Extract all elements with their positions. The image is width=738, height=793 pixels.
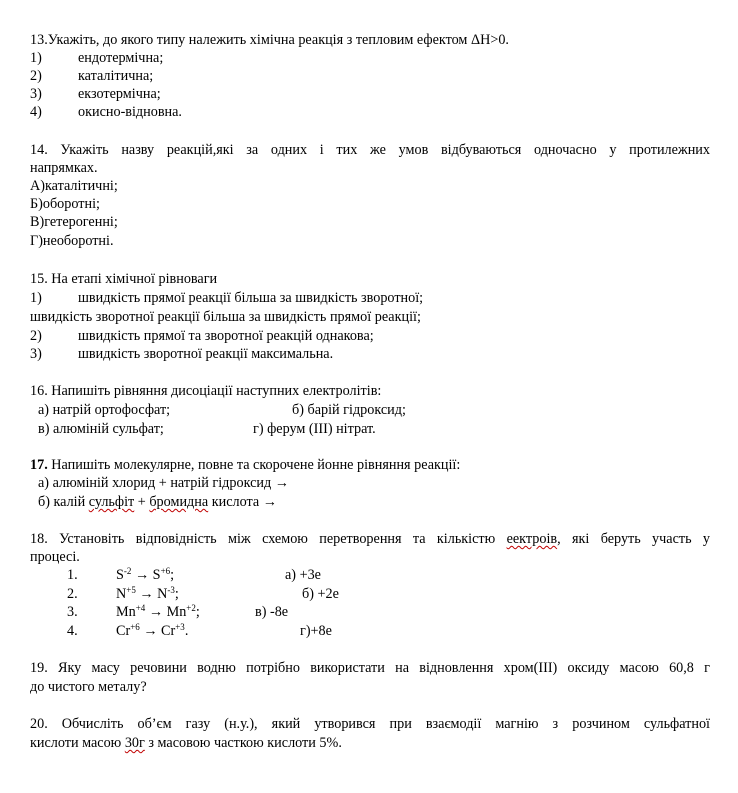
q18-scheme-a-charge: -2 bbox=[123, 566, 132, 576]
q18-scheme-a-charge: +5 bbox=[126, 585, 136, 595]
q17-b-text: + bbox=[134, 494, 150, 510]
q13-option-text: каталітична; bbox=[78, 68, 154, 84]
q18-row-answer: а) +3е bbox=[285, 567, 321, 583]
q18-scheme-b: N bbox=[157, 586, 168, 602]
arrow-icon: → bbox=[145, 604, 167, 620]
q20-line1: 20. Обчисліть об’єм газу (н.у.), який утворився при взаємодії магнію з розчином сульфатної bbox=[30, 716, 710, 732]
q15-title: 15. На етапі хімічної рівноваги bbox=[30, 271, 218, 287]
q13-option-text: окисно-відновна. bbox=[78, 104, 182, 120]
q18-row-scheme bbox=[116, 622, 188, 640]
q18-scheme-end: ; bbox=[170, 567, 175, 583]
q20-line2-text: кислоти масою bbox=[30, 735, 125, 751]
q18-scheme-b-charge: +6 bbox=[160, 566, 171, 576]
q17-b-text: б) калій bbox=[38, 494, 89, 510]
q18-line1 bbox=[30, 530, 710, 548]
q14-option: В)гетерогенні; bbox=[30, 214, 118, 230]
q18-scheme-b: S bbox=[152, 567, 161, 583]
q18-scheme-end: ; bbox=[195, 604, 200, 620]
q14-line1: 14. Укажіть назву реакцій,які за одних і тих же умов відбуваються одночасно у протилежних bbox=[30, 142, 710, 158]
q18-scheme-b: Mn bbox=[166, 604, 187, 620]
q16-item-b: б) барій гідроксид; bbox=[292, 402, 406, 418]
q18-row-answer: в) -8е bbox=[255, 604, 289, 620]
q18-scheme-a: Cr bbox=[116, 623, 131, 639]
q18-row-scheme bbox=[116, 603, 200, 621]
q14-option: Г)необоротні. bbox=[30, 233, 114, 249]
q15-option-text: швидкість прямої реакції більша за швидкість зворотної; bbox=[78, 290, 424, 306]
q16-item-c: в) алюміній сульфат; bbox=[38, 421, 164, 437]
arrow-icon: → bbox=[135, 586, 158, 602]
q18-scheme-a: N bbox=[116, 586, 127, 602]
q13-option-num: 4) bbox=[30, 104, 42, 120]
q18-scheme-a: S bbox=[116, 567, 124, 583]
q15-extra-line: швидкість зворотної реакції більша за швидкість прямої реакції; bbox=[30, 309, 421, 325]
q15-option-num: 3) bbox=[30, 346, 42, 362]
q17-title-text: Напишіть молекулярне, повне та скорочене йонне рівняння реакції: bbox=[47, 457, 461, 473]
q13-title: 13.Укажіть, до якого типу належить хімічна реакція з тепловим ефектом ΔH>0. bbox=[30, 32, 509, 48]
q18-row-answer: г)+8е bbox=[300, 623, 332, 639]
q18-scheme-a: Mn bbox=[116, 604, 136, 620]
q17-number: 17. bbox=[30, 457, 48, 473]
q16-item-a: а) натрій ортофосфат; bbox=[38, 402, 171, 418]
q13-option-text: ендотермічна; bbox=[78, 50, 164, 66]
q18-scheme-b-charge: +2 bbox=[186, 603, 196, 613]
q18-scheme-a-charge: +4 bbox=[135, 603, 146, 613]
q15-option-text: швидкість прямої та зворотної реакцій однакова; bbox=[78, 328, 374, 344]
q18-row-num: 2. bbox=[67, 586, 78, 602]
q16-item-d: г) ферум (III) нітрат. bbox=[253, 421, 376, 437]
q18-row-num: 3. bbox=[67, 604, 78, 620]
q18-scheme-end: ; bbox=[174, 586, 179, 602]
q18-row-num: 1. bbox=[67, 567, 78, 583]
q14-option: А)каталітичні; bbox=[30, 178, 118, 194]
q18-scheme-a-charge: +6 bbox=[130, 622, 140, 632]
spellcheck-word: сульфіт bbox=[88, 494, 135, 510]
q20-line2-text: з масовою часткою кислоти 5%. bbox=[144, 735, 342, 751]
q18-line1-text: , які беруть участь у bbox=[557, 531, 710, 547]
q13-option-text: екзотермічна; bbox=[78, 86, 161, 102]
q13-option-num: 3) bbox=[30, 86, 42, 102]
q18-scheme-b-charge: -3 bbox=[167, 585, 175, 595]
q17-b-text: кислота → bbox=[208, 494, 277, 510]
q15-option-text: швидкість зворотної реакції максимальна. bbox=[78, 346, 334, 362]
q19-line2: до чистого металу? bbox=[30, 679, 147, 695]
q18-scheme-b-charge: +3 bbox=[175, 622, 185, 632]
spellcheck-word: 30г bbox=[124, 735, 145, 751]
q14-option: Б)оборотні; bbox=[30, 196, 100, 212]
q18-row-answer: б) +2е bbox=[302, 586, 339, 602]
q18-row-num: 4. bbox=[67, 623, 78, 639]
q17-title bbox=[30, 456, 460, 474]
q15-option-num: 2) bbox=[30, 328, 42, 344]
q17-item-b bbox=[38, 493, 277, 511]
q13-option-num: 1) bbox=[30, 50, 42, 66]
q18-line1-text: 18. Установіть відповідність між схемою перетворення та кількістю bbox=[30, 531, 507, 547]
q15-option-num: 1) bbox=[30, 290, 42, 306]
q18-line2: процесі. bbox=[30, 549, 80, 565]
q19-line1: 19. Яку масу речовини водню потрібно використати на відновлення хром(III) оксиду масою 60,8 г bbox=[30, 660, 710, 676]
q20-line2 bbox=[30, 734, 342, 752]
q16-title: 16. Напишіть рівняння дисоціації наступних електролітів: bbox=[30, 383, 382, 399]
spellcheck-word: бромидна bbox=[149, 494, 209, 510]
q14-line2: напрямках. bbox=[30, 160, 98, 176]
q18-row-scheme bbox=[116, 566, 174, 584]
arrow-icon: → bbox=[139, 623, 162, 639]
q18-row-scheme bbox=[116, 585, 179, 603]
q18-scheme-end: . bbox=[184, 623, 189, 639]
arrow-icon: → bbox=[131, 567, 153, 583]
q17-item-a: а) алюміній хлорид + натрій гідроксид → bbox=[38, 475, 289, 491]
q18-scheme-b: Cr bbox=[161, 623, 176, 639]
q13-option-num: 2) bbox=[30, 68, 42, 84]
spellcheck-word: еектроів bbox=[506, 531, 558, 547]
